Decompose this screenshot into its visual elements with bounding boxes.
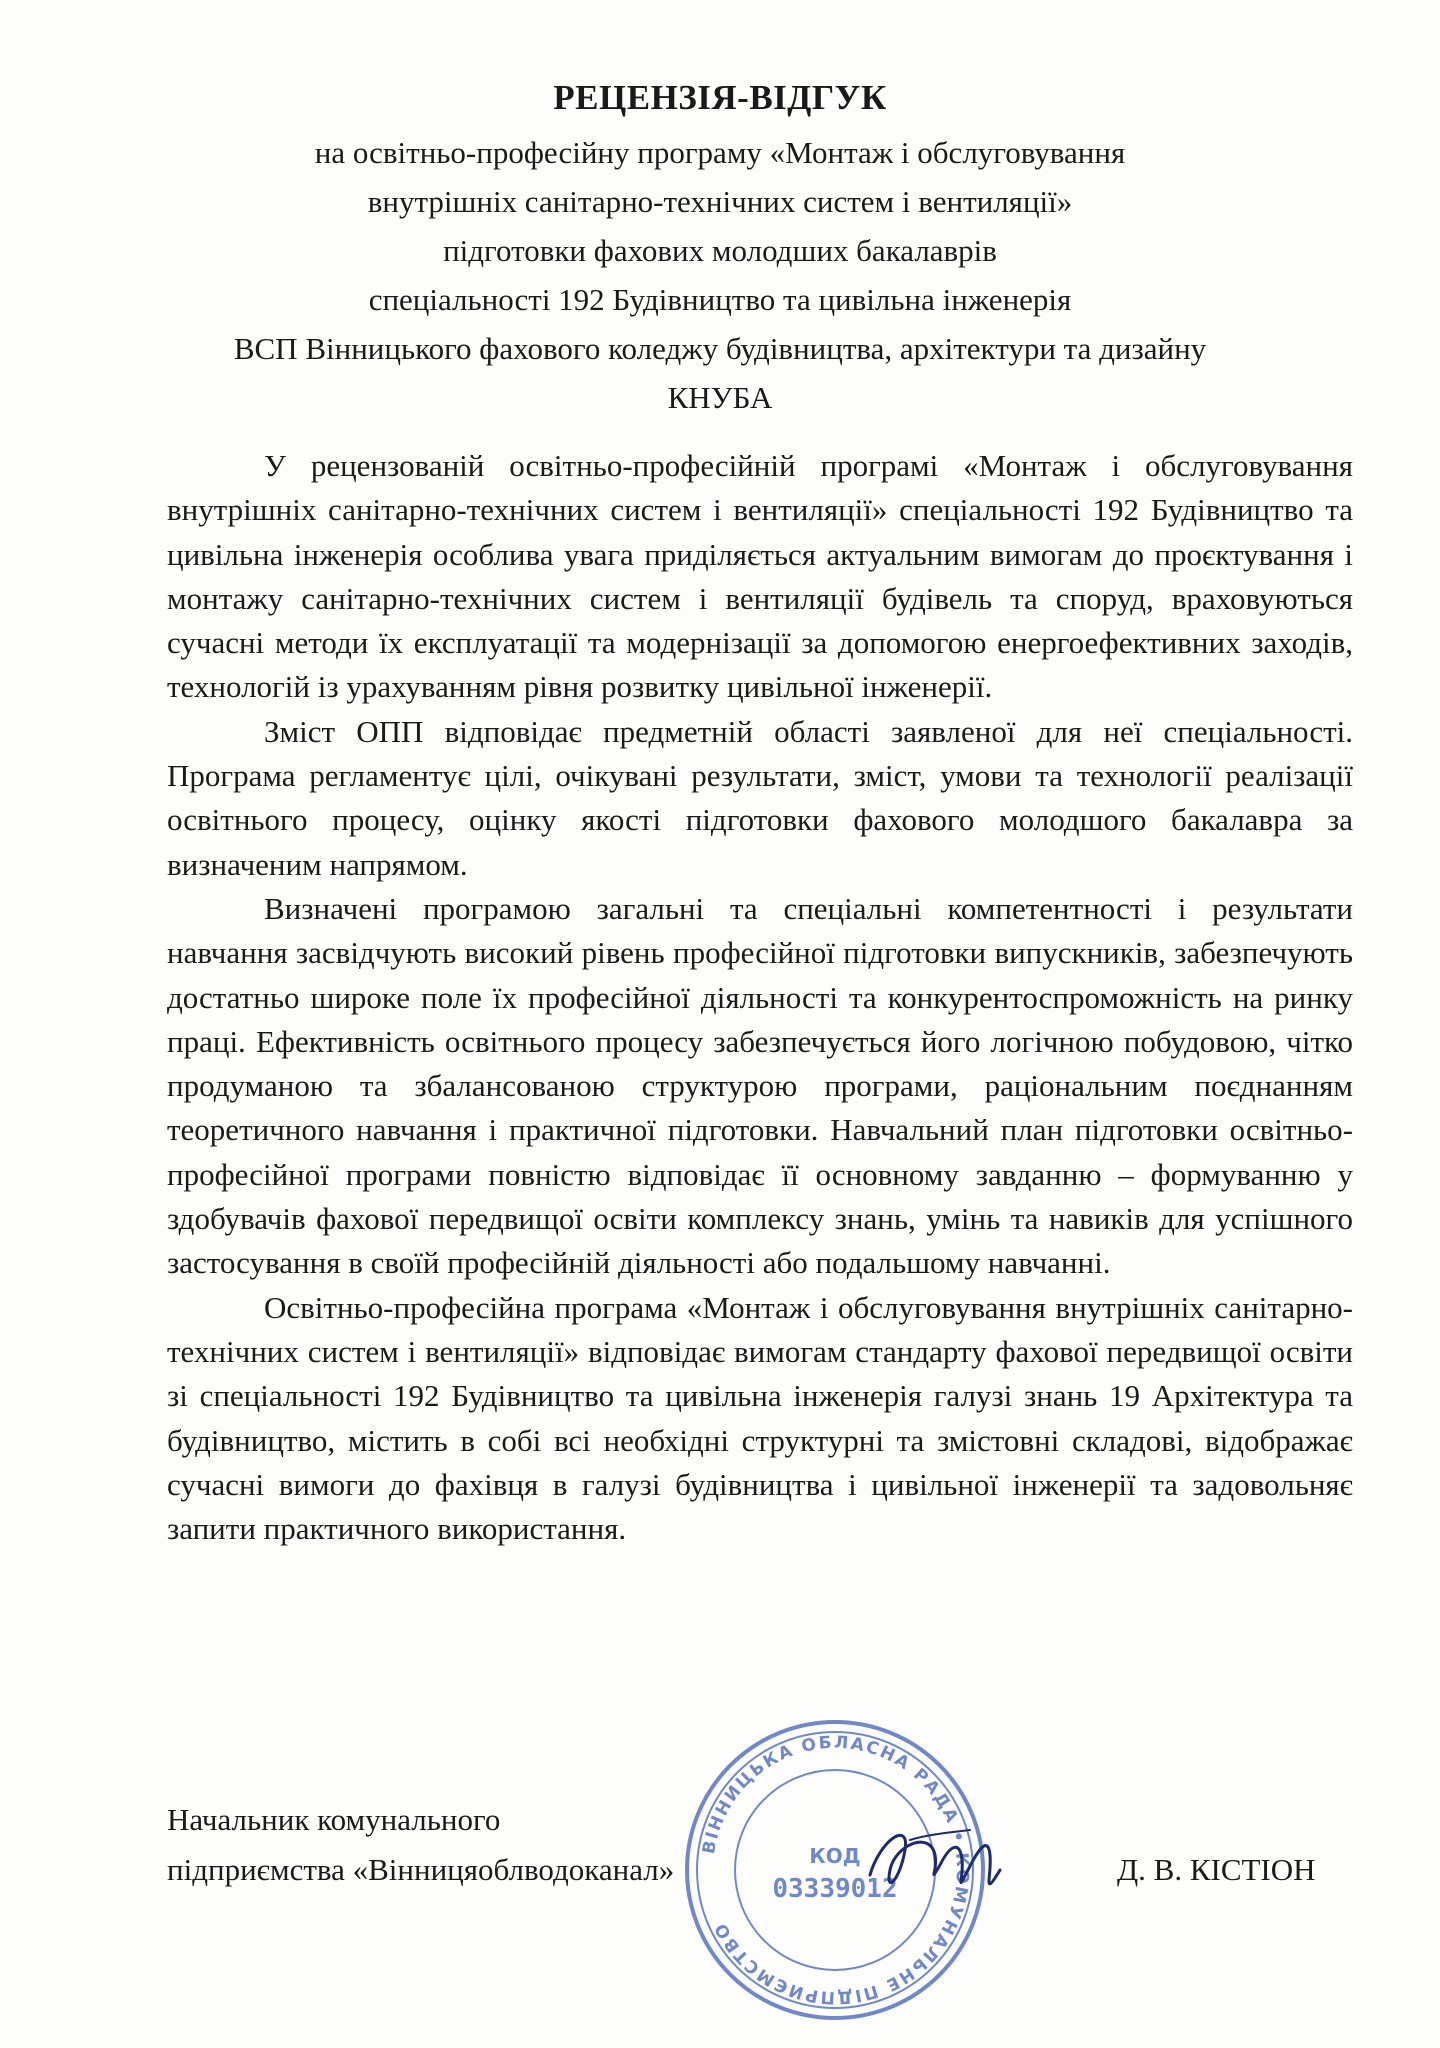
paragraph-1: У рецензованій освітньо-професійній програмі «Монтаж і обслуговування внутрішніх санітарно-технічних систем і вентиляції» спеціальності 192 Будівництво та цивільна інженерія особлива увага приділяється актуальним вимогам до проєктування і монтажу санітарно-технічних систем і вентиляції будівель та споруд, враховуються сучасні методи їх експлуатації та модернізації за допомогою енергоефективних заходів, технологій із урахуванням рівня розвитку цивільної інженерії.	[167, 448, 1353, 705]
stamp-center-ring	[735, 1770, 935, 1970]
position-line-2: підприємства «Вінницяоблводоканал»	[167, 1852, 675, 1887]
stamp-code-label: КОД	[809, 1844, 861, 1868]
signer-position	[167, 1795, 674, 1895]
subtitle-line: підготовки фахових молодших бакалаврів	[443, 233, 997, 268]
document-title: РЕЦЕНЗІЯ-ВІДГУК	[553, 78, 887, 117]
paragraph-2: Зміст ОПП відповідає предметній області заявленої для неї спеціальності. Програма регламентує цілі, очікувані результати, зміст, умови та технології реалізації освітнього процесу, оцінку якості підготовки фахового молодшого бакалавра за визначеним напрямом.	[167, 713, 1353, 882]
stamp-inner-ring	[697, 1732, 973, 2008]
handwritten-signature	[850, 1800, 1020, 1910]
subtitle-line: внутрішніх санітарно-технічних систем і вентиляції»	[367, 184, 1073, 219]
subtitle-line: на освітньо-професійну програму «Монтаж і обслуговування	[314, 135, 1126, 170]
subtitle-line: ВСП Вінницького фахового коледжу будівництва, архітектури та дизайну	[233, 331, 1207, 366]
stamp-code-number: 03339012	[772, 1874, 898, 1904]
official-stamp	[680, 1715, 990, 2025]
paragraph-3: Визначені програмою загальні та спеціальні компетентності і результати навчання засвідчують високий рівень професійної підготовки випускників, забезпечують достатньо широке поле їх професійної діяльності та конкурентоспроможність на ринку праці. Ефективність освітнього процесу забезпечується його логічною побудовою, чітко продуманою та збалансованою структурою програми, раціональним поєднанням теоретичного навчання і практичної підготовки. Навчальний план підготовки освітньо-професійної програми повністю відповідає її основному завданню – формуванню у здобувачів фахової передвищої освіти комплексу знань, умінь та навиків для успішного застосування в своїй професійній діяльності або подальшому навчанні.	[167, 890, 1353, 1281]
signer-name: Д. В. КІСТІОН	[1117, 1852, 1316, 1887]
paragraph-4: Освітньо-професійна програма «Монтаж і обслуговування внутрішніх санітарно-технічних систем і вентиляції» відповідає вимогам стандарту фахової передвищої освіти зі спеціальності 192 Будівництво та цивільна інженерія галузі знань 19 Архітектура та будівництво, містить в собі всі необхідні структурні та змістовні складові, відображає сучасні вимоги до фахівця в галузі будівництва і цивільної інженерії та задовольняє запити практичного використання.	[167, 1289, 1353, 1547]
position-line-1: Начальник комунального	[167, 1802, 501, 1837]
document-subtitle	[170, 128, 1270, 422]
stamp-outer-ring	[687, 1722, 983, 2018]
stamp-ring-text: ВІННИЦЬКА ОБЛАСНА РАДА • КОМУНАЛЬНЕ ПІДПРИЄМСТВО	[698, 1732, 973, 2008]
subtitle-line: КНУБА	[667, 380, 773, 415]
subtitle-line: спеціальності 192 Будівництво та цивільна інженерія	[368, 282, 1072, 317]
review-body	[167, 444, 1353, 1551]
